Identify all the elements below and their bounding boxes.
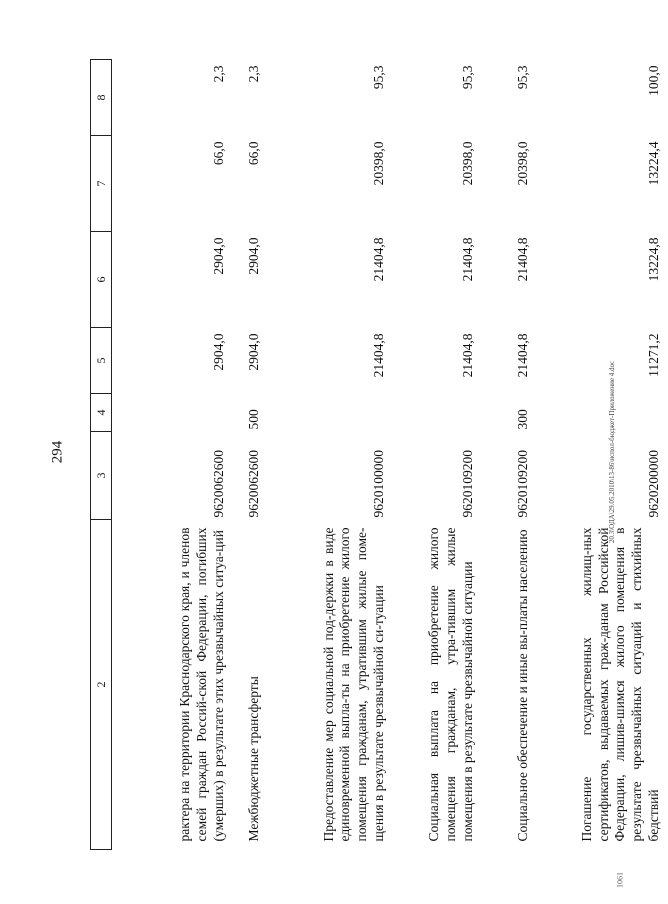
table-row: [233, 60, 268, 850]
table-row: [268, 60, 393, 850]
row-value-6: 21404,8: [515, 237, 531, 282]
row-value-7: 20398,0: [460, 141, 476, 186]
row-value-6: 21404,8: [371, 237, 387, 282]
row-name: рактера на территории Краснодарского края, и членов семей граждан Россий-ской Федерации, погибших (умерших) в результате этих чрезвычайных ситуа-ций: [177, 527, 227, 842]
row-name: Предоставление мер социальной под-держки в виде единовременной выпла-ты на приобретение жилого помещения гражданам, утратившим жилые поме-щения в результате чрезвычайной си-туации: [320, 527, 387, 842]
row-code: 9620109200: [515, 450, 531, 518]
row-value-7: 20398,0: [515, 141, 531, 186]
row-value-6: 21404,8: [460, 237, 476, 282]
column-header: 4: [91, 394, 112, 432]
row-value-7: 66,0: [246, 141, 262, 166]
row-value-8: 95,3: [371, 65, 387, 90]
table-row: [393, 60, 482, 850]
row-value-5: 2904,0: [246, 333, 262, 371]
table-row: [482, 60, 537, 850]
page-number: 294: [49, 440, 66, 464]
row-code: 9620100000: [371, 450, 387, 518]
row-value-8: 95,3: [460, 65, 476, 90]
table-row: [537, 60, 668, 850]
row-value-5: 21404,8: [460, 333, 476, 378]
row-code: 9620109200: [460, 450, 476, 518]
row-name: Социальная выплата на приобретение жилого помещения гражданам, утра-тившим жилые помещения в результате чрезвычайной ситуации: [426, 527, 476, 842]
budget-table: [90, 59, 668, 850]
row-code: 9620200000: [646, 450, 662, 518]
row-value-6: 2904,0: [246, 237, 262, 275]
row-expense-type: [112, 394, 234, 432]
row-value-7: 66,0: [211, 141, 227, 166]
row-expense-type: [393, 394, 482, 432]
row-value-8: 2,3: [211, 65, 227, 83]
document-path-footer: 20.3\ОДА\29.05.2010\13-86\испол-бюджет-Приложение 4.doc: [608, 360, 616, 544]
row-value-8: 95,3: [515, 65, 531, 90]
column-header: 2: [91, 520, 112, 850]
budget-table-container: [90, 60, 662, 850]
row-value-5: 21404,8: [371, 333, 387, 378]
row-value-6: 13224,8: [646, 237, 662, 282]
row-name: Межбюджетные трансферты: [246, 676, 262, 842]
row-value-7: 13224,4: [646, 141, 662, 186]
column-header: 8: [91, 60, 112, 136]
row-value-8: 100,0: [646, 65, 662, 96]
corner-mark: 1061: [615, 872, 625, 888]
row-value-7: 20398,0: [371, 141, 387, 186]
row-expense-type: 500: [246, 409, 262, 430]
row-value-5: 21404,8: [515, 333, 531, 378]
row-expense-type: [537, 394, 668, 432]
row-value-6: 2904,0: [211, 237, 227, 275]
column-header: 6: [91, 232, 112, 328]
column-header: 5: [91, 328, 112, 394]
row-expense-type: [268, 394, 393, 432]
row-code: 9620062600: [211, 450, 227, 518]
column-header: 3: [91, 432, 112, 520]
row-value-5: 11271,2: [646, 333, 662, 377]
row-expense-type: 300: [515, 409, 531, 430]
row-code: 9620062600: [246, 450, 262, 518]
row-value-5: 2904,0: [211, 333, 227, 371]
header-row: [91, 60, 112, 850]
row-name: Погашение государственных жилищ-ных сертификатов, выдаваемых граж-данам Российской Федерации, лишив-шимся жилого помещения в результате чрезвычайных ситуаций и стихийных бедствий: [578, 527, 662, 842]
row-value-8: 2,3: [246, 65, 262, 83]
table-row: [112, 60, 234, 850]
column-header: 7: [91, 136, 112, 232]
row-name: Социальное обеспечение и иные вы-платы населению: [515, 529, 531, 842]
